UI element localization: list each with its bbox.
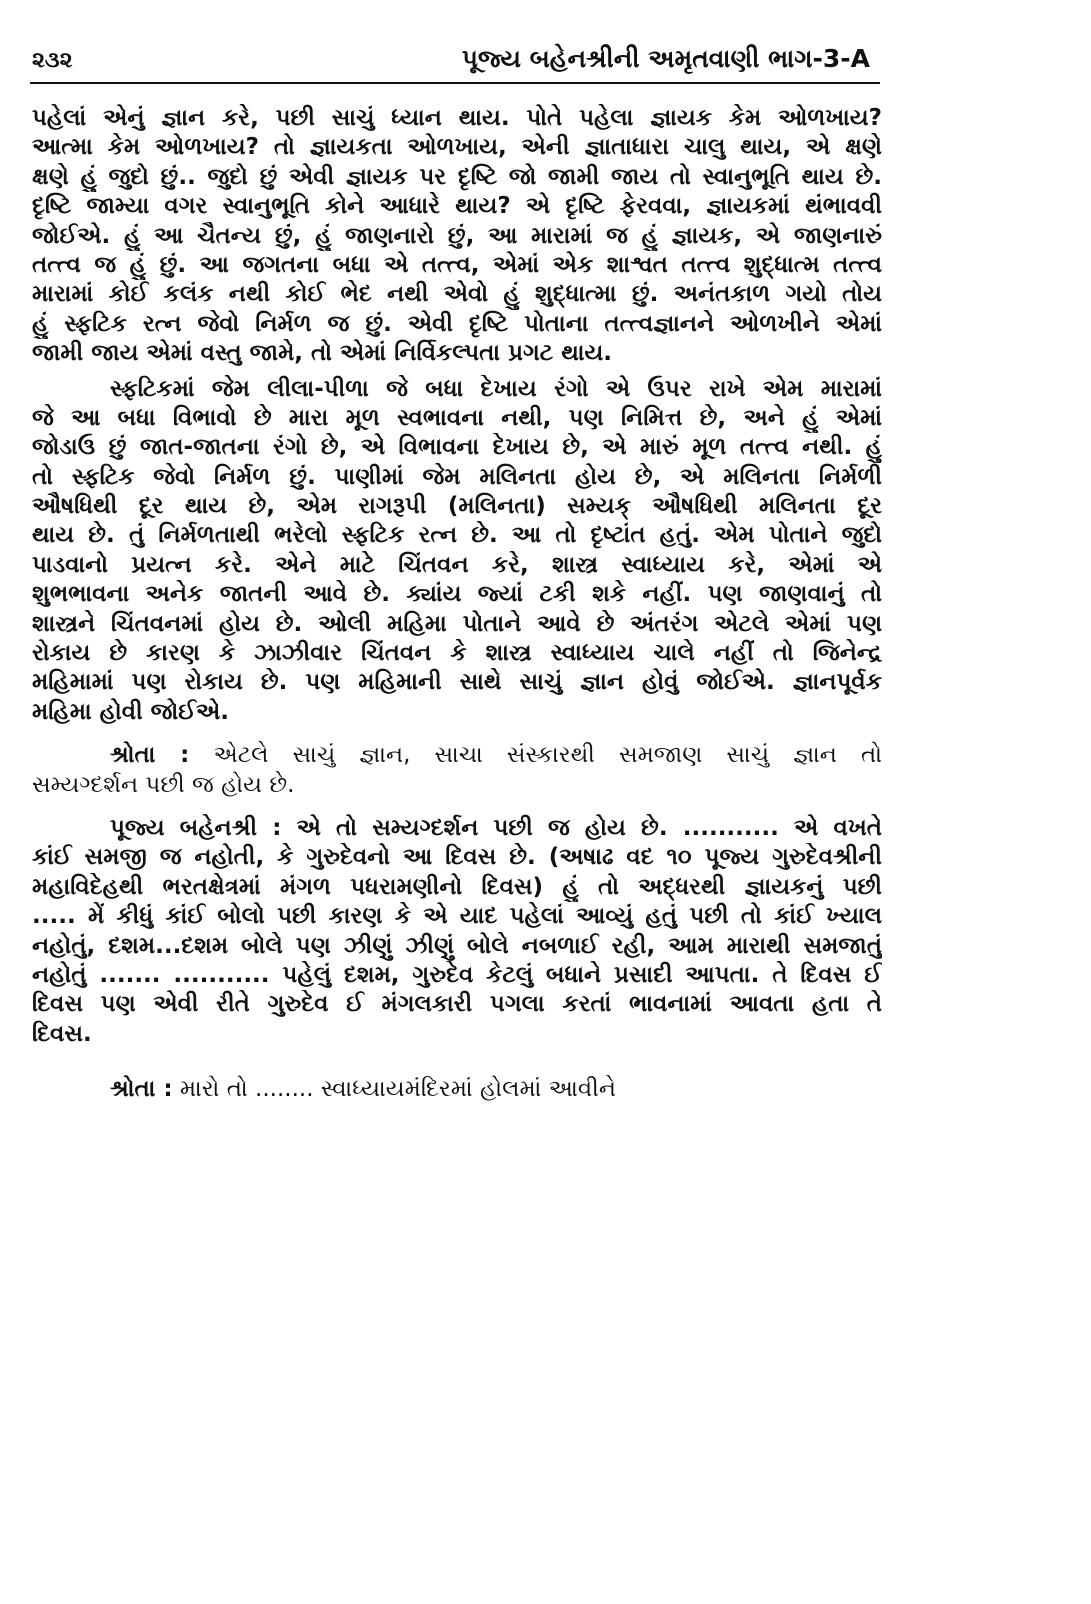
text-line: જામી જાય એમાં વસ્તુ જામે, તો એમાં નિર્વિકલ્પતા પ્રગટ થાય.	[32, 340, 613, 367]
text-line: જોડાઉં છું જાત-જાતના રંગો છે, એ વિભાવના દેખાય છે, એ મારું મૂળ તત્ત્વ નથી. હું	[32, 434, 882, 461]
dialogue-listener-1	[32, 741, 882, 800]
text-line: ..... મેં કીધું કાંઈ બોલો પછી કારણ કે એ યાદ પહેલાં આવ્યું હતું પછી તો કાંઈ ખ્યાલ	[32, 903, 882, 930]
text-line: મારામાં કોઈ કલંક નથી કોઈ ભેદ નથી એવો હું શુદ્ધાત્મા છું. અનંતકાળ ગયો તોય	[32, 281, 882, 308]
text-line: એ તો સમ્યગ્દર્શન પછી જ હોય છે. ........... એ વખતે	[296, 814, 882, 841]
text-line: નહોતું, દશમ...દશમ બોલે પણ ઝીણું ઝીણું બોલે નબળાઈ રહી, આમ મારાથી સમજાતું	[32, 932, 882, 959]
text-line: ઔષધિથી દૂર થાય છે, એમ રાગરૂપી (મલિનતા) સમ્યક્ ઔષધિથી મલિનતા દૂર	[32, 493, 882, 520]
text-line: મહાવિદેહથી ભરતક્ષેત્રમાં મંગળ પધરામણીનો દિવસ) હું તો અદ્ધરથી જ્ઞાયકનું પછી	[32, 873, 882, 900]
text-line: થાય છે. તું નિર્મળતાથી ભરેલો સ્ફટિક રત્ન છે. આ તો દૃષ્ટાંત હતું. એમ પોતાને જુદો	[32, 522, 882, 549]
speaker-label: પૂજ્ય બહેનશ્રી :	[110, 814, 282, 841]
page-header	[30, 44, 880, 84]
text-line: દૃષ્ટિ જામ્યા વગર સ્વાનુભૂતિ કોને આધારે થાય? એ દૃષ્ટિ ફેરવવા, જ્ઞાયકમાં થંભાવવી	[32, 193, 882, 220]
text-line: જે આ બધા વિભાવો છે મારા મૂળ સ્વભાવના નથી, પણ નિમિત્ત છે, અને હું એમાં	[32, 404, 882, 431]
text-line: શુભભાવના અનેક જાતની આવે છે. ક્યાંય જ્યાં ટકી શકે નહીં. પણ જાણવાનું તો	[32, 581, 882, 608]
paragraph-1	[32, 104, 882, 369]
speaker-label: શ્રોતા :	[110, 742, 190, 769]
text-line: રોકાય છે કારણ કે ઝાઝીવાર ચિંતવન કે શાસ્ત્ર સ્વાધ્યાય ચાલે નહીં તો જિનેન્દ્ર	[32, 640, 882, 667]
text-line: જોઈએ. હું આ ચૈતન્ય છું, હું જાણનારો છું, આ મારામાં જ હું જ્ઞાયક, એ જાણનારું	[32, 222, 882, 249]
text-line: એટલે સાચું જ્ઞાન, સાચા સંસ્કારથી સમજાણ સાચું જ્ઞાન તો	[213, 742, 882, 769]
text-line: મારો તો ........ સ્વાધ્યાયમંદિરમાં હોલમાં આવીને	[179, 1076, 616, 1103]
page-number: ૨૩૨	[32, 48, 73, 73]
paragraph-2	[32, 375, 882, 728]
text-line: દિવસ પણ એવી રીતે ગુરુદેવ ઈ મંગલકારી પગલા કરતાં ભાવનામાં આવતા હતા તે	[32, 991, 882, 1018]
text-line: તો સ્ફટિક જેવો નિર્મળ છું. પાણીમાં જેમ મલિનતા હોય છે, એ મલિનતા નિર્મળી	[32, 463, 882, 490]
text-line: શાસ્ત્રને ચિંતવનમાં હોય છે. ઓલી મહિમા પોતાને આવે છે અંતરંગ એટલે એમાં પણ	[32, 610, 882, 637]
running-title: પૂજ્ય બહેનશ્રીની અમૃતવાણી ભાગ-3-A	[461, 44, 870, 73]
text-line: મહિમા હોવી જોઈએ.	[32, 698, 229, 725]
text-line: હું સ્ફટિક રત્ન જેવો નિર્મળ જ છું. એવી દૃષ્ટિ પોતાના તત્ત્વજ્ઞાનને ઓળખીને એમાં	[32, 310, 882, 337]
page-body	[32, 104, 882, 1105]
speaker-label: શ્રોતા :	[110, 1076, 173, 1103]
text-line: આત્મા કેમ ઓળખાય? તો જ્ઞાયકતા ઓળખાય, એની જ્ઞાતાધારા ચાલુ થાય, એ ક્ષણે	[32, 134, 882, 161]
text-line: મહિમામાં પણ રોકાય છે. પણ મહિમાની સાથે સાચું જ્ઞાન હોવું જોઈએ. જ્ઞાનપૂર્વક	[32, 669, 882, 696]
dialogue-listener-2	[32, 1075, 882, 1104]
text-line: કાંઈ સમજી જ નહોતી, કે ગુરુદેવનો આ દિવસ છે. (અષાઢ વદ ૧૦ પૂજ્ય ગુરુદેવશ્રીની	[32, 844, 882, 871]
text-line: પાડવાનો પ્રયત્ન કરે. એને માટે ચિંતવન કરે, શાસ્ત્ર સ્વાધ્યાય કરે, એમાં એ	[32, 551, 882, 578]
text-line: ક્ષણે હું જુદો છું.. જુદો છું એવી જ્ઞાયક પર દૃષ્ટિ જો જામી જાય તો સ્વાનુભૂતિ થાય છે.	[32, 163, 882, 190]
text-line: સ્ફટિકમાં જેમ લીલા-પીળા જે બધા દેખાય રંગો એ ઉપર રાખે એમ મારામાં	[110, 375, 882, 402]
text-line: દિવસ.	[32, 1020, 92, 1047]
text-line: સમ્યગ્દર્શન પછી જ હોય છે.	[32, 771, 295, 798]
text-line: તત્ત્વ જ હું છું. આ જગતના બધા એ તત્ત્વ, એમાં એક શાશ્વત તત્ત્વ શુદ્ધાત્મ તત્ત્વ	[32, 251, 882, 278]
dialogue-bahenshri	[32, 814, 882, 1049]
text-line: પહેલાં એનું જ્ઞાન કરે, પછી સાચું ધ્યાન થાય. પોતે પહેલા જ્ઞાયક કેમ ઓળખાય?	[32, 105, 882, 131]
text-line: નહોતું ....... ........... પહેલું દશમ, ગુરુદેવ કેટલું બધાને પ્રસાદી આપતા. તે દિવસ ઈ	[32, 961, 882, 988]
